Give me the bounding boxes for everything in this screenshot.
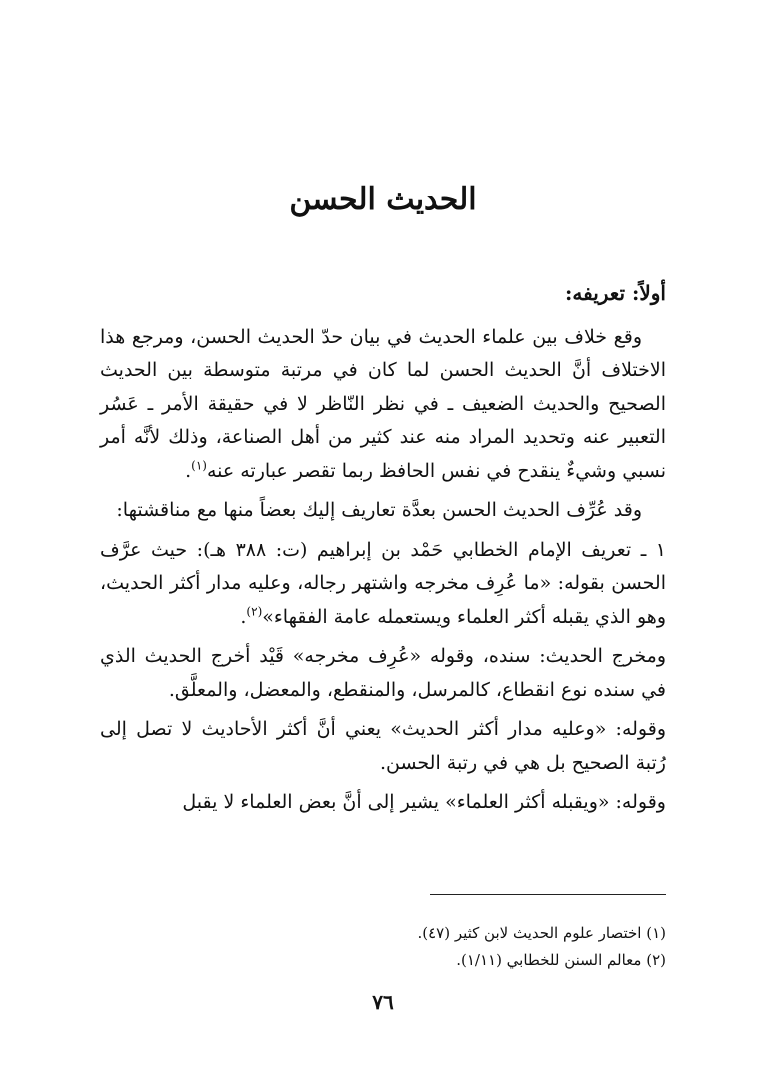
paragraph-6: وقوله: «ويقبله أكثر العلماء» يشير إلى أنَّ بعض العلماء لا يقبل <box>182 791 666 813</box>
footnotes <box>100 920 666 974</box>
footnote-2: (٢) معالم السنن للخطابي (١/١١). <box>456 951 666 969</box>
paragraph-5: وقوله: «وعليه مدار أكثر الحديث» يعني أنَّ أكثر الأحاديث لا تصل إلى رُتبة الصحيح بل هي في رتبة الحسن. <box>100 718 666 774</box>
page-number: ٧٦ <box>372 990 394 1014</box>
footnote-ref-2[interactable]: (٢) <box>246 604 263 619</box>
paragraph-1-text: وقع خلاف بين علماء الحديث في بيان حدّ الحديث الحسن، ومرجع هذا الاختلاف أنَّ الحديث الحسن لما كان في مرتبة متوسطة بين الحديث الصحيح والحديث الضعيف ـ في نظر النّاظر لا في حقيقة الأمر ـ عَسُر التعبير عنه وتحديد المراد منه عند كثير من أهل الصناعة، وذلك لأنَّه أمر نسبي وشيءٌ ينقدح في نفس الحافظ ربما تقصر عبارته عنه <box>100 325 666 482</box>
paragraph-1 <box>100 321 666 489</box>
footnote-ref-1[interactable]: (١) <box>191 458 207 473</box>
chapter-title: الحديث الحسن <box>289 182 477 217</box>
footnote-divider <box>430 894 666 895</box>
section-heading: أولاً: تعريفه: <box>564 281 666 305</box>
paragraph-3-end: . <box>240 605 247 628</box>
paragraph-3 <box>100 534 666 635</box>
paragraph-2: وقد عُرِّف الحديث الحسن بعدَّة تعاريف إليك بعضاً منها مع مناقشتها: <box>116 499 642 521</box>
footnote-1: (١) اختصار علوم الحديث لابن كثير (٤٧). <box>417 924 666 942</box>
paragraph-3-text: ١ ـ تعريف الإمام الخطابي حَمْد بن إبراهيم (ت: ٣٨٨ هـ): حيث عرَّف الحسن بقوله: «ما عُرِف مخرجه واشتهر رجاله، وعليه مدار أكثر الحديث، وهو الذي يقبله أكثر العلماء ويستعمله عامة الفقهاء» <box>100 538 667 628</box>
paragraph-1-end: . <box>185 459 192 482</box>
paragraph-4: ومخرج الحديث: سنده، وقوله «عُرِف مخرجه» قَيْد أخرج الحديث الذي في سنده نوع انقطاع، كالمرسل، والمنقطع، والمعضل، والمعلَّق. <box>100 645 666 701</box>
main-text <box>100 277 666 826</box>
